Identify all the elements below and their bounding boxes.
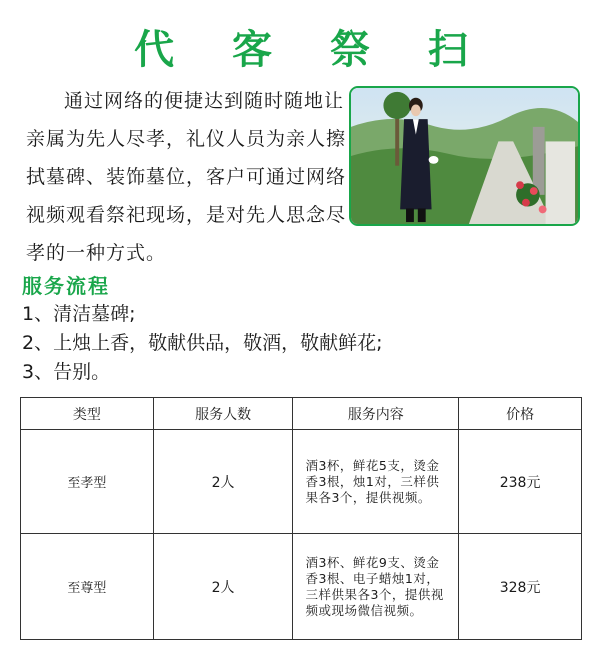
step-item: 1、清洁墓碑; — [22, 303, 136, 325]
cell-type: 至孝型 — [21, 430, 154, 534]
cell-people: 2人 — [153, 430, 293, 534]
header-content: 服务内容 — [293, 398, 459, 430]
cell-content: 酒3杯，鲜花5支，烫金香3根，烛1对，三样供果各3个，提供视频。 — [293, 430, 459, 534]
cell-price: 328元 — [459, 534, 582, 640]
table-header-row — [21, 398, 582, 430]
step-item: 2、上烛上香，敬献供品，敬酒，敬献鲜花; — [22, 332, 383, 354]
header-type: 类型 — [21, 398, 154, 430]
table-row — [21, 534, 582, 640]
process-heading: 服务流程 — [22, 274, 110, 298]
cell-people: 2人 — [153, 534, 293, 640]
intro-paragraph: 通过网络的便捷达到随时随地让亲属为先人尽孝，礼仪人员为亲人擦拭墓碑、装饰墓位，客户可通过网络视频观看祭祀现场，是对先人思念尽孝的一种方式。 — [26, 90, 347, 264]
cell-price: 238元 — [459, 430, 582, 534]
header-price: 价格 — [459, 398, 582, 430]
cell-content: 酒3杯、鲜花9支、烫金香3根、电子蜡烛1对，三样供果各3个，提供视频或现场微信视频。 — [293, 534, 459, 640]
service-table — [20, 397, 582, 640]
header-people: 服务人数 — [153, 398, 293, 430]
table-row — [21, 430, 582, 534]
process-steps — [22, 300, 383, 387]
step-item: 3、告别。 — [22, 361, 111, 383]
cell-type: 至尊型 — [21, 534, 154, 640]
ceremony-photo — [349, 86, 580, 226]
page-title: 代 客 祭 扫 — [134, 27, 490, 73]
